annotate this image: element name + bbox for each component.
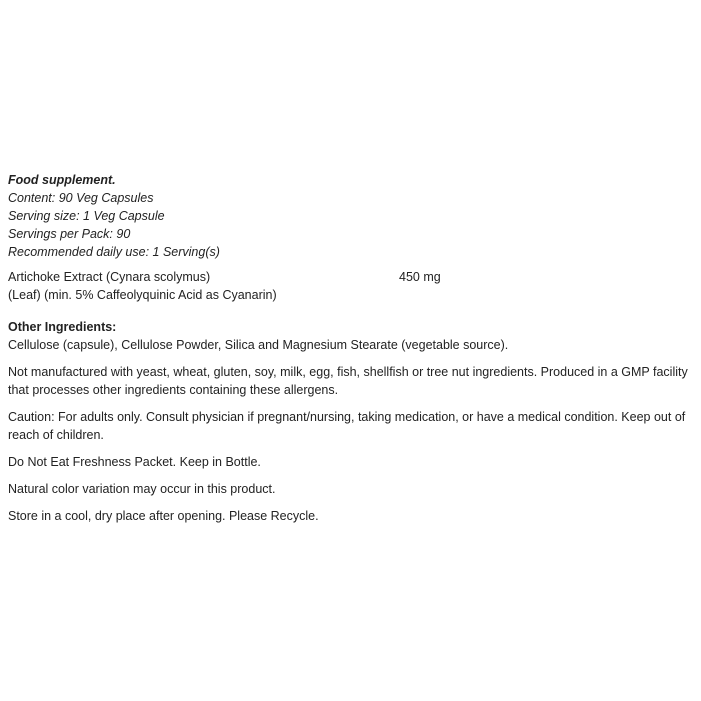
other-ingredients-title: Other Ingredients: bbox=[8, 320, 117, 334]
other-ingredients-text: Cellulose (capsule), Cellulose Powder, Silica and Magnesium Stearate (vegetable source). bbox=[8, 338, 509, 352]
allergen-note: Not manufactured with yeast, wheat, gluten, soy, milk, egg, fish, shellfish or tree nut ingredients. Produced in a GMP facility that processes other ingredients containing these allergens. bbox=[8, 365, 688, 397]
color-variation-note: Natural color variation may occur in this product. bbox=[8, 482, 276, 496]
recommended-use-line: Recommended daily use: 1 Serving(s) bbox=[8, 245, 220, 259]
storage-note: Store in a cool, dry place after opening. Please Recycle. bbox=[8, 509, 319, 523]
serving-size-line: Serving size: 1 Veg Capsule bbox=[8, 209, 165, 223]
supplement-facts bbox=[8, 171, 696, 261]
content-line: Content: 90 Veg Capsules bbox=[8, 191, 154, 205]
ingredient-detail: (Leaf) (min. 5% Caffeolyquinic Acid as Cyanarin) bbox=[8, 288, 277, 302]
supplement-title: Food supplement. bbox=[8, 173, 116, 187]
caution-note: Caution: For adults only. Consult physician if pregnant/nursing, taking medication, or have a medical condition. Keep out of reach of children. bbox=[8, 410, 686, 442]
ingredient-amount: 450 mg bbox=[399, 270, 441, 284]
freshness-packet-note: Do Not Eat Freshness Packet. Keep in Bottle. bbox=[8, 455, 261, 469]
label-content bbox=[8, 171, 696, 534]
servings-per-pack-line: Servings per Pack: 90 bbox=[8, 227, 131, 241]
ingredient-row bbox=[8, 268, 696, 304]
ingredient-name: Artichoke Extract (Cynara scolymus) bbox=[8, 270, 211, 284]
other-ingredients-section bbox=[8, 318, 696, 354]
